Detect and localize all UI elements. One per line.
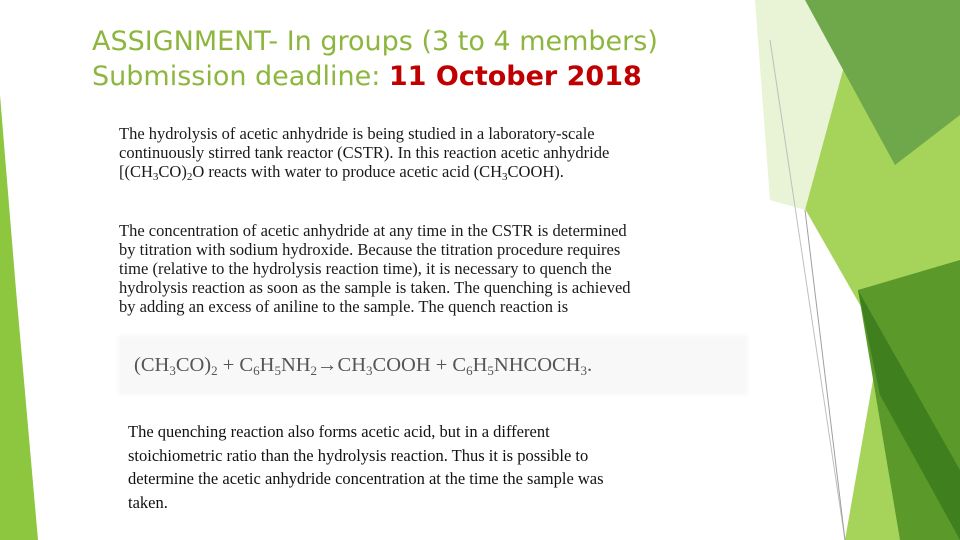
paragraph-hydrolysis [119, 124, 751, 181]
quench-reaction-equation [134, 351, 592, 379]
text-line: determine the acetic anhydride concentration at the time the sample was [128, 469, 604, 488]
deadline-label: Submission deadline: [92, 61, 389, 92]
text-line: by adding an excess of aniline to the sample. The quench reaction is [119, 297, 569, 316]
slide-title [92, 24, 772, 94]
text-fragment: COOH). [507, 162, 564, 181]
subscript: 3 [152, 171, 159, 183]
eq-text: H [259, 354, 275, 376]
eq-subscript: 2 [211, 363, 218, 378]
eq-subscript: 3 [169, 363, 176, 378]
text-fragment: O reacts with water to produce acetic acid (CH [192, 162, 503, 181]
text-line: taken. [128, 492, 168, 512]
text-line: The hydrolysis of acetic anhydride is being studied in a laboratory-scale [119, 124, 595, 143]
text-line: time (relative to the hydrolysis reaction time), it is necessary to quench the [119, 259, 612, 278]
eq-text: NHCOCH [493, 354, 581, 376]
eq-subscript: 3 [580, 363, 587, 378]
text-line: hydrolysis reaction as soon as the sample is taken. The quenching is achieved [119, 278, 631, 297]
eq-subscript: 6 [466, 363, 473, 378]
eq-subscript: 3 [366, 363, 373, 378]
left-green-band [0, 95, 38, 540]
text-fragment: [(CH [119, 162, 153, 181]
paragraph-quenching [128, 420, 728, 514]
text-line: The concentration of acetic anhydride at any time in the CSTR is determined [119, 221, 627, 240]
subscript: 3 [502, 171, 508, 183]
eq-subscript: 5 [487, 363, 494, 378]
paragraph-concentration [119, 221, 751, 316]
eq-text: NH [280, 354, 311, 376]
eq-text: CO) [175, 354, 212, 376]
subscript: 2 [186, 171, 193, 183]
reaction-arrow-icon: → [317, 354, 338, 376]
title-line-deadline [92, 59, 772, 94]
deadline-date: 11 October 2018 [388, 61, 642, 92]
eq-text: (CH [134, 354, 170, 376]
eq-text: . [587, 354, 593, 376]
title-line-assignment: ASSIGNMENT- In groups (3 to 4 members) [92, 26, 658, 57]
text-line [119, 162, 751, 181]
eq-subscript: 6 [253, 363, 260, 378]
text-line: continuously stirred tank reactor (CSTR). In this reaction acetic anhydride [119, 143, 610, 162]
text-line: The quenching reaction also forms acetic acid, but in a different [128, 422, 550, 441]
text-line: stoichiometric ratio than the hydrolysis reaction. Thus it is possible to [128, 445, 589, 465]
eq-subscript: 5 [274, 363, 281, 378]
eq-text: + C [217, 354, 254, 376]
eq-text: H [472, 354, 488, 376]
eq-text: COOH + C [372, 354, 467, 376]
eq-text: CH [337, 354, 367, 376]
text-line: by titration with sodium hydroxide. Because the titration procedure requires [119, 240, 621, 259]
text-fragment: CO) [158, 162, 187, 181]
eq-subscript: 2 [310, 363, 318, 378]
